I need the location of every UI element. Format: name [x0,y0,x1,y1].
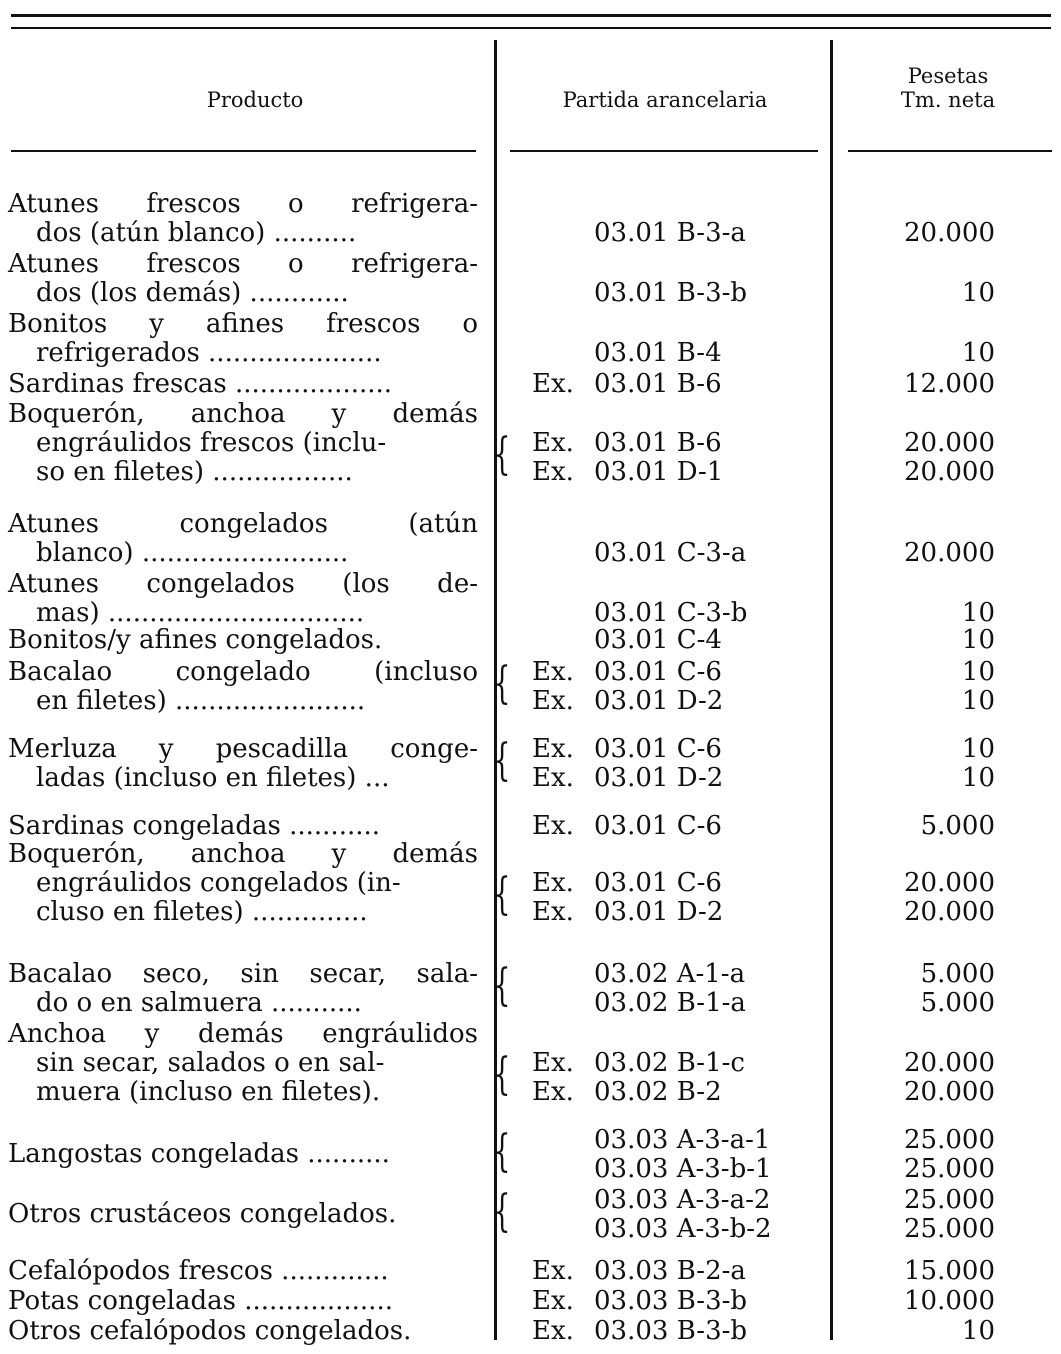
product-name [8,626,478,655]
pesetas-value: 5.000 [920,811,995,841]
partida-code: 03.02 B-1-c [594,1048,745,1078]
product-name [8,310,478,368]
partida-code: 03.01 B-3-a [594,218,746,248]
partida-cell [532,626,832,655]
product-name [8,1020,478,1107]
partida-cell [532,1317,832,1346]
partida-code: 03.02 B-1-a [594,988,746,1018]
top-rule-1 [11,14,1051,17]
partida-code: 03.01 B-4 [594,338,722,368]
partida-code: 03.03 B-2-a [594,1256,746,1286]
partida-code: 03.02 B-2 [594,1077,722,1107]
header-producto: Producto [206,88,304,112]
product-line: Boquerón, anchoa y demás [8,839,478,869]
partida-cell [532,1257,832,1286]
ex-marker: Ex. [532,897,574,927]
product-line: refrigerados ..................... [36,338,382,368]
header-underline-pesetas [848,150,1052,152]
partida-code: 03.03 A-3-a-2 [594,1185,771,1215]
partida-cell [532,1215,832,1244]
product-line: Bacalao seco, sin secar, sala- [8,959,478,989]
product-name [8,1257,478,1286]
product-name [8,658,478,716]
pesetas-value: 25.000 [904,1154,995,1184]
pesetas-value: 25.000 [904,1185,995,1215]
pesetas-value: 10 [961,686,995,716]
brace-icon: { [493,1126,511,1177]
partida-code: 03.01 C-6 [594,868,722,898]
partida-cell [532,869,832,898]
ex-marker: Ex. [532,428,574,458]
product-line: blanco) ......................... [36,538,349,568]
product-line: Atunes congelados (atún [8,509,478,539]
pesetas-value: 12.000 [904,369,995,399]
partida-code: 03.03 A-3-b-1 [594,1154,772,1184]
partida-cell [532,599,832,628]
product-line: Otros cefalópodos congelados. [8,1316,412,1346]
product-name [8,735,478,793]
ex-marker: Ex. [532,868,574,898]
product-line: dos (los demás) ............ [36,278,349,308]
pesetas-value: 20.000 [904,868,995,898]
pesetas-value: 10.000 [904,1286,995,1316]
product-line: ladas (incluso en filetes) ... [36,763,390,793]
product-line: dos (atún blanco) .......... [36,218,357,248]
partida-code: 03.01 C-6 [594,811,722,841]
partida-code: 03.03 A-3-b-2 [594,1214,772,1244]
ex-marker: Ex. [532,1256,574,1286]
pesetas-value: 10 [961,598,995,628]
ex-marker: Ex. [532,686,574,716]
pesetas-value: 5.000 [920,959,995,989]
product-name [8,370,478,399]
partida-code: 03.01 B-6 [594,369,722,399]
partida-cell [532,339,832,368]
product-line: Anchoa y demás engráulidos [8,1019,478,1049]
product-line: Atunes congelados (los de- [8,569,478,599]
product-name [8,510,478,568]
partida-cell [532,1126,832,1155]
product-line: en filetes) ....................... [36,686,366,716]
pesetas-value: 20.000 [904,218,995,248]
ex-marker: Ex. [532,657,574,687]
product-line: Otros crustáceos congelados. [8,1199,397,1229]
product-line: sin secar, salados o en sal- [36,1048,385,1078]
pesetas-value: 20.000 [904,428,995,458]
ex-marker: Ex. [532,811,574,841]
product-name [8,190,478,248]
partida-cell [532,1186,832,1215]
partida-cell [532,898,832,927]
partida-code: 03.03 B-3-b [594,1316,748,1346]
pesetas-value: 20.000 [904,1048,995,1078]
pesetas-value: 10 [961,278,995,308]
ex-marker: Ex. [532,734,574,764]
partida-cell [532,764,832,793]
partida-code: 03.01 C-4 [594,625,722,655]
pesetas-value: 20.000 [904,897,995,927]
product-line: Bonitos y afines frescos o [8,309,478,339]
product-line: Atunes frescos o refrigera- [8,189,478,219]
partida-cell [532,960,832,989]
partida-cell [532,687,832,716]
product-name [8,1287,478,1316]
header-pesetas-line2: Tm. neta [900,88,996,112]
product-line: cluso en filetes) .............. [36,897,368,927]
product-line: so en filetes) ................. [36,457,353,487]
partida-cell [532,458,832,487]
partida-cell [532,658,832,687]
brace-icon: { [493,658,511,709]
pesetas-value: 20.000 [904,1077,995,1107]
header-pesetas-line1: Pesetas [907,64,989,88]
partida-cell [532,1155,832,1184]
partida-code: 03.01 C-3-b [594,598,748,628]
ex-marker: Ex. [532,763,574,793]
product-line: Langostas congeladas .......... [8,1139,390,1169]
product-name [8,812,478,841]
ex-marker: Ex. [532,369,574,399]
partida-code: 03.02 A-1-a [594,959,746,989]
product-line: Sardinas frescas ................... [8,369,393,399]
product-line: mas) ............................... [36,598,365,628]
pesetas-value: 10 [961,625,995,655]
product-name [8,1140,478,1169]
partida-code: 03.01 C-6 [594,657,722,687]
top-rule-2 [11,27,1051,29]
partida-cell [532,370,832,399]
ex-marker: Ex. [532,1316,574,1346]
product-line: Atunes frescos o refrigera- [8,249,478,279]
pesetas-value: 10 [961,657,995,687]
product-line: Cefalópodos frescos ............. [8,1256,389,1286]
partida-cell [532,219,832,248]
pesetas-value: 5.000 [920,988,995,1018]
product-line: do o en salmuera ........... [36,988,362,1018]
partida-code: 03.01 D-1 [594,457,724,487]
partida-code: 03.01 B-3-b [594,278,748,308]
product-name [8,960,478,1018]
ex-marker: Ex. [532,457,574,487]
pesetas-value: 10 [961,734,995,764]
partida-cell [532,989,832,1018]
pesetas-value: 10 [961,338,995,368]
partida-cell [532,1078,832,1107]
partida-code: 03.01 D-2 [594,897,724,927]
partida-cell [532,812,832,841]
partida-cell [532,1049,832,1078]
product-name [8,1200,478,1229]
brace-icon: { [493,429,511,480]
product-name [8,840,478,927]
partida-cell [532,429,832,458]
product-name [8,570,478,628]
partida-cell [532,1287,832,1316]
partida-code: 03.03 B-3-b [594,1286,748,1316]
product-name [8,1317,478,1346]
brace-icon: { [493,1049,511,1100]
brace-icon: { [493,869,511,920]
partida-code: 03.01 B-6 [594,428,722,458]
header-partida: Partida arancelaria [562,88,768,112]
product-line: Bacalao congelado (incluso [8,657,478,687]
pesetas-value: 10 [961,763,995,793]
product-line: Sardinas congeladas ........... [8,811,381,841]
product-line: muera (incluso en filetes). [36,1077,381,1107]
product-line: Merluza y pescadilla conge- [8,734,478,764]
product-name [8,250,478,308]
partida-code: 03.03 A-3-a-1 [594,1125,771,1155]
partida-code: 03.01 C-6 [594,734,722,764]
partida-cell [532,539,832,568]
pesetas-value: 25.000 [904,1125,995,1155]
partida-code: 03.01 C-3-a [594,538,747,568]
pesetas-value: 15.000 [904,1256,995,1286]
partida-cell [532,735,832,764]
brace-icon: { [493,1186,511,1237]
partida-code: 03.01 D-2 [594,686,724,716]
header-underline-producto [11,150,476,152]
product-line: engráulidos frescos (inclu- [36,428,387,458]
product-line: engráulidos congelados (in- [36,868,401,898]
brace-icon: { [493,960,511,1011]
product-line: Boquerón, anchoa y demás [8,399,478,429]
product-line: Potas congeladas .................. [8,1286,393,1316]
product-name [8,400,478,487]
partida-code: 03.01 D-2 [594,763,724,793]
pesetas-value: 10 [961,1316,995,1346]
product-line: Bonitos/y afines congelados. [8,625,383,655]
pesetas-value: 25.000 [904,1214,995,1244]
header-underline-partida [510,150,818,152]
brace-icon: { [493,735,511,786]
ex-marker: Ex. [532,1048,574,1078]
pesetas-value: 20.000 [904,538,995,568]
pesetas-value: 20.000 [904,457,995,487]
ex-marker: Ex. [532,1286,574,1316]
ex-marker: Ex. [532,1077,574,1107]
partida-cell [532,279,832,308]
